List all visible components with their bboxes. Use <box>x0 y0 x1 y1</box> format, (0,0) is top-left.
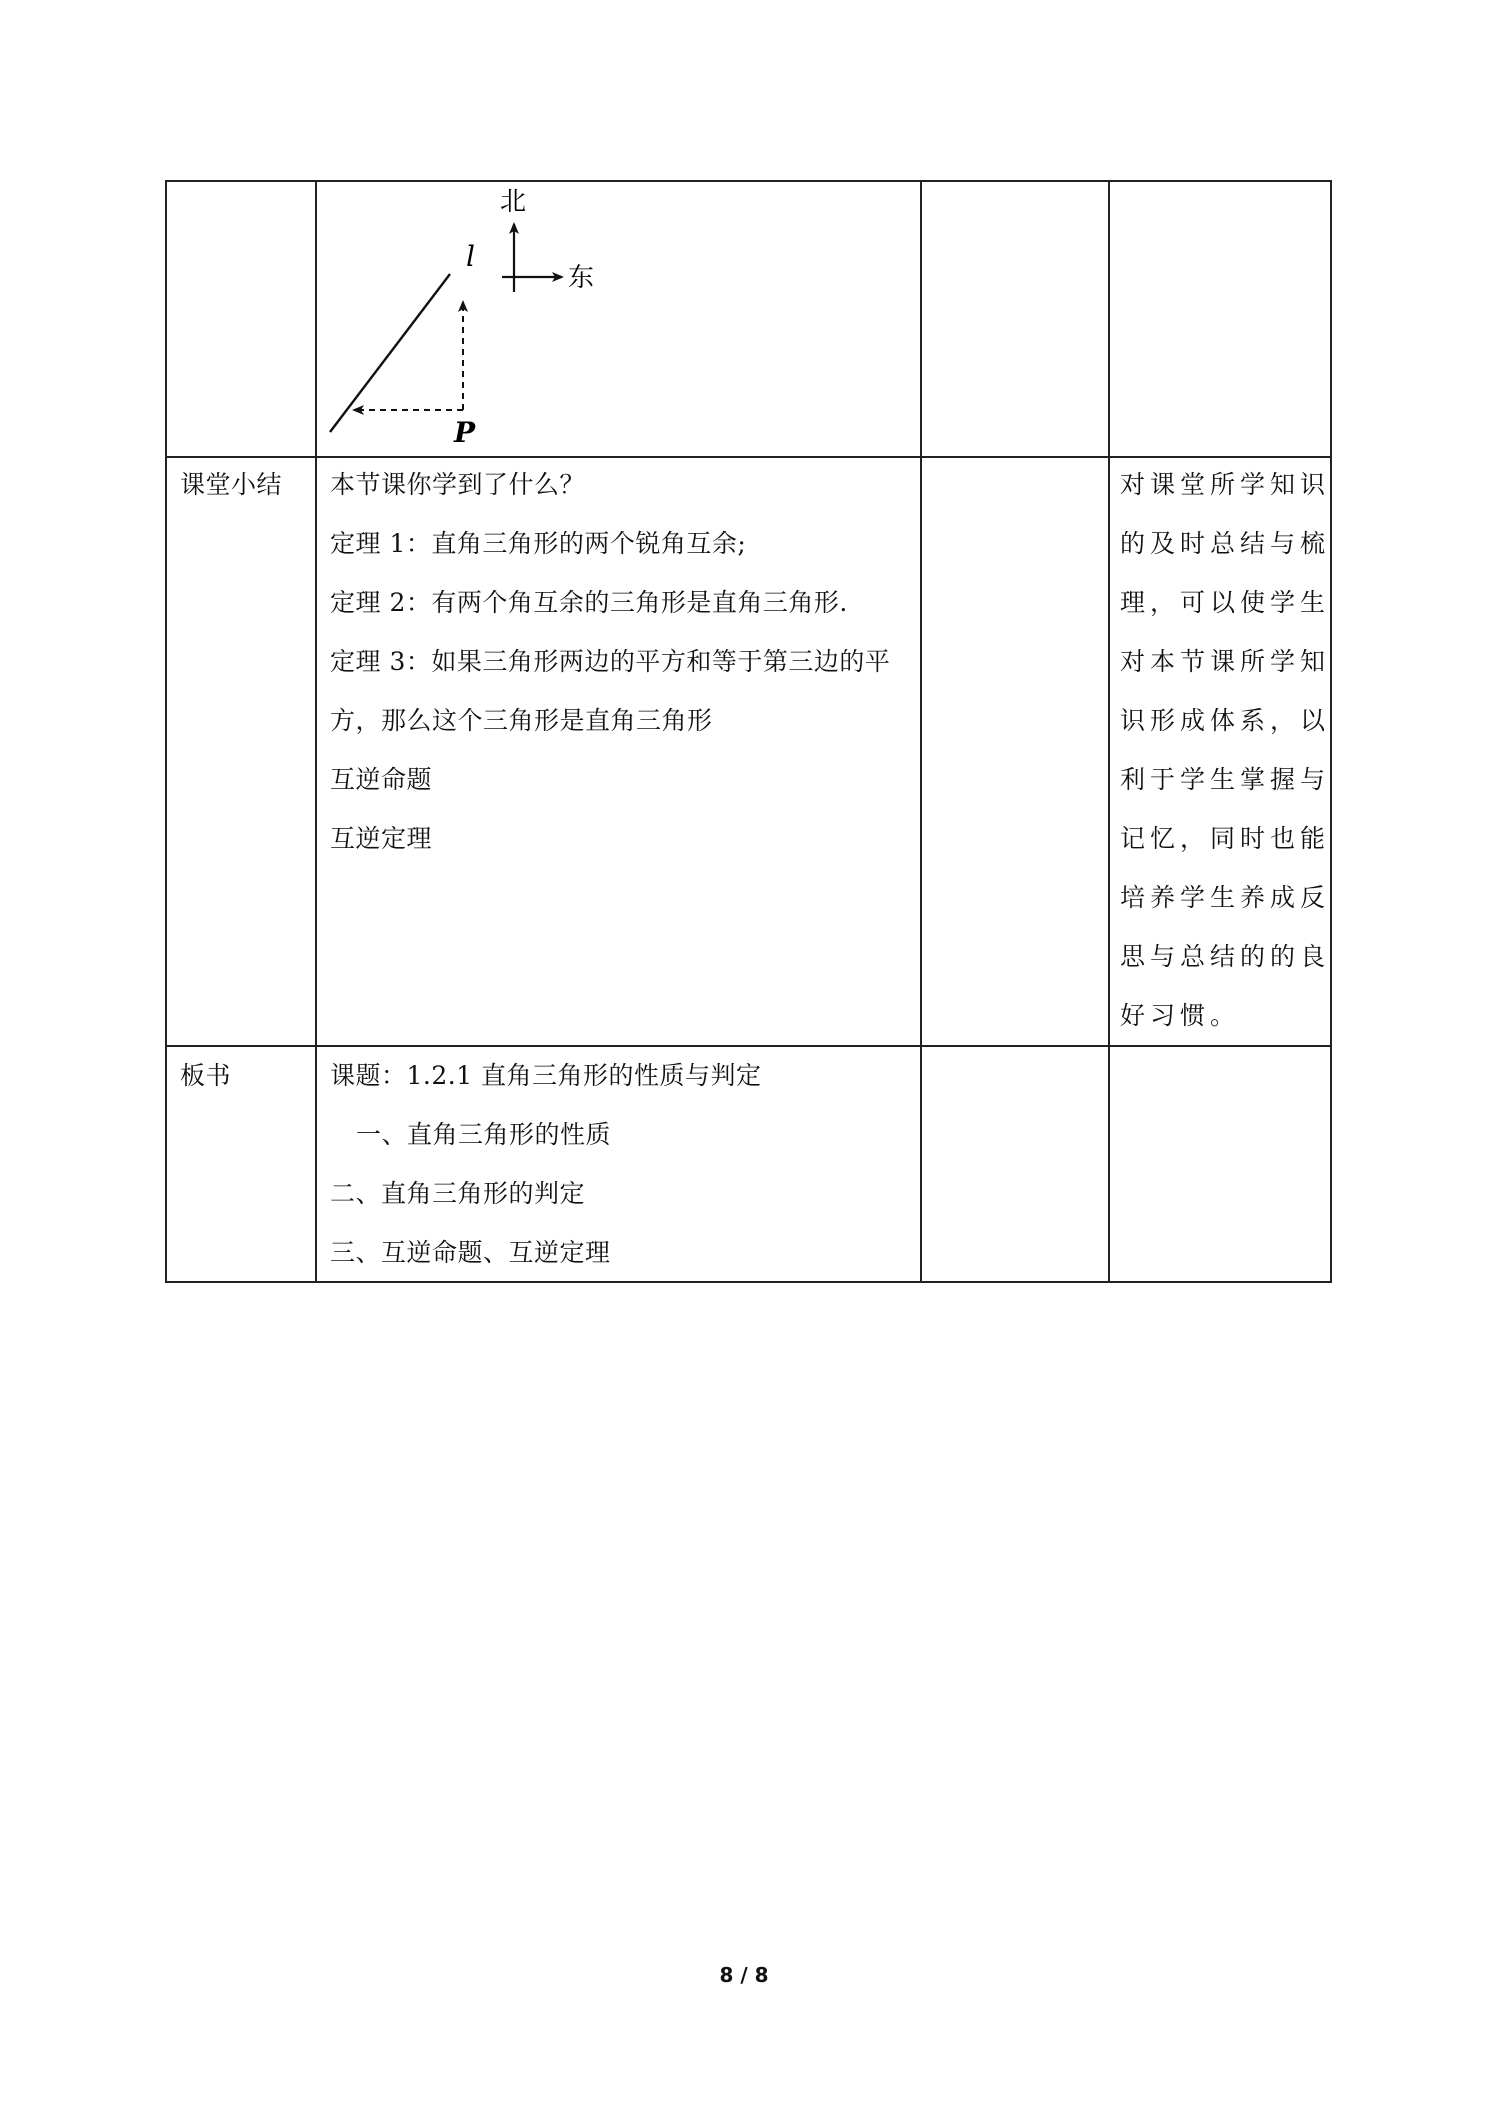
table-border <box>165 1045 1332 1047</box>
intent-line: 思与总结的的良 <box>1120 942 1331 971</box>
table-border <box>1330 180 1332 1282</box>
intent-line: 利于学生掌握与 <box>1120 765 1331 794</box>
direction-diagram <box>318 182 918 454</box>
summary-line: 定理 3：如果三角形两边的平方和等于第三边的平 <box>330 647 891 676</box>
table-border <box>1108 180 1110 1282</box>
summary-line: 方，那么这个三角形是直角三角形 <box>330 706 713 735</box>
summary-line: 定理 2：有两个角互余的三角形是直角三角形. <box>330 588 848 617</box>
summary-line: 互逆定理 <box>330 824 433 853</box>
board-line: 三、互逆命题、互逆定理 <box>330 1238 611 1267</box>
summary-line: 本节课你学到了什么？ <box>330 470 586 499</box>
east-label: 东 <box>568 263 595 293</box>
summary-line: 互逆命题 <box>330 765 433 794</box>
table-border <box>165 456 1332 458</box>
page-number: 8 / 8 <box>719 1963 769 1987</box>
intent-line: 对课堂所学知识 <box>1120 470 1331 499</box>
table-border <box>315 180 317 1282</box>
board-line: 课题：1.2.1 直角三角形的性质与判定 <box>330 1061 762 1090</box>
summary-label: 课堂小结 <box>180 470 283 499</box>
board-label: 板书 <box>180 1061 232 1090</box>
line-l <box>330 274 450 432</box>
north-label: 北 <box>500 187 527 217</box>
board-line: 二、直角三角形的判定 <box>330 1179 586 1208</box>
intent-line: 对本节课所学知 <box>1120 647 1331 676</box>
table-border <box>165 180 167 1282</box>
intent-line: 识形成体系，以 <box>1120 706 1331 735</box>
intent-line: 培养学生养成反 <box>1120 883 1331 912</box>
point-label: P <box>454 416 476 449</box>
table-border <box>920 180 922 1282</box>
summary-line: 定理 1：直角三角形的两个锐角互余; <box>330 529 747 558</box>
line-label: l <box>466 240 475 273</box>
board-line: 一、直角三角形的性质 <box>356 1120 612 1149</box>
table-border <box>165 1281 1332 1283</box>
intent-line: 理，可以使学生 <box>1120 588 1331 617</box>
intent-line: 的及时总结与梳 <box>1120 529 1331 558</box>
intent-line: 好习惯。 <box>1120 1001 1241 1030</box>
intent-line: 记忆，同时也能 <box>1120 824 1331 853</box>
